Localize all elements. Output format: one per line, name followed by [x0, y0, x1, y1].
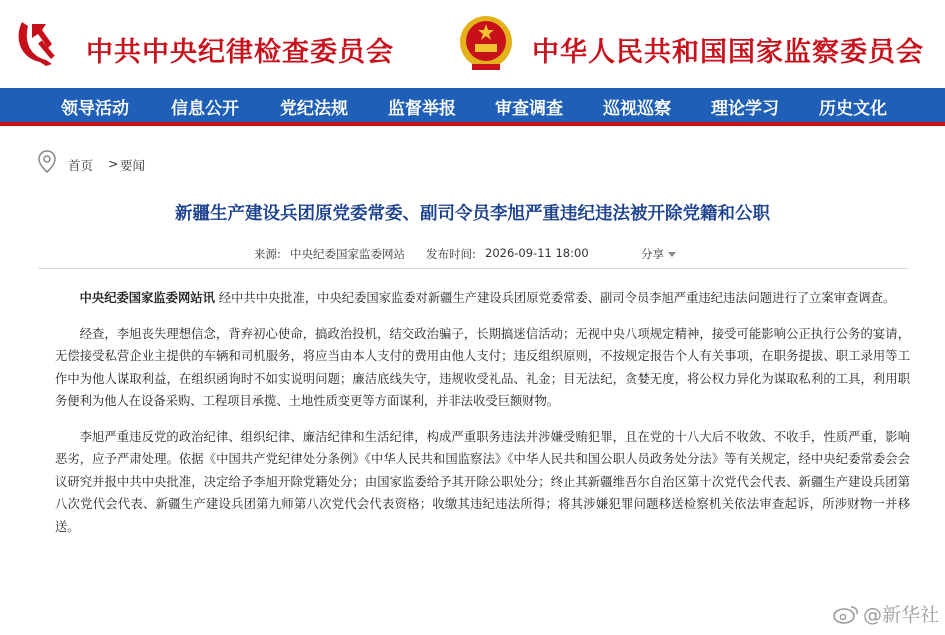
- article-body: [55, 287, 910, 551]
- national-emblem-icon: [458, 14, 514, 74]
- cpc-ccdi-title[interactable]: 中共中央纪律检查委员会: [86, 37, 394, 68]
- nav-item-info-disclosure[interactable]: 信息公开: [171, 99, 239, 119]
- paragraph-1-text: 经中共中央批准，中央纪委国家监委对新疆生产建设兵团原党委常委、副司令员李旭严重违纪违法问题进行了立案审查调查。: [218, 291, 896, 305]
- party-emblem-icon: [12, 14, 68, 70]
- divider: [38, 268, 908, 269]
- share-button[interactable]: [641, 246, 676, 262]
- lead-source: 中央纪委国家监委网站讯: [79, 291, 215, 305]
- nav-item-investigation[interactable]: 审查调查: [495, 99, 563, 119]
- paragraph-3: 李旭严重违反党的政治纪律、组织纪律、廉洁纪律和生活纪律，构成严重职务违法并涉嫌受贿犯罪，且在党的十八大后不收敛、不收手，性质严重，影响恶劣，应予严肃处理。依据《中国共产党纪律处分条例》《中华人民共和国监察法》《中华人民共和国公职人员政务处分法》等有关规定，经中央纪委常委会会议研究并报中共中央批准，决定给予李旭开除党籍处分；由国家监委给予其开除公职处分；终止其新疆维吾尔自治区第十次党代会代表、新疆生产建设兵团第八次党代会代表、新疆生产建设兵团第九师第八次党代会代表资格；收缴其违纪违法所得；将其涉嫌犯罪问题移送检察机关依法审查起诉，所涉财物一并移送。: [55, 429, 910, 534]
- time-label: 发布时间:: [426, 247, 476, 261]
- nav-item-regulations[interactable]: 党纪法规: [280, 99, 348, 119]
- watermark: [833, 600, 939, 627]
- weibo-icon: [833, 604, 859, 624]
- chevron-down-icon: [668, 252, 676, 257]
- time-value: 2026-09-11 18:00: [485, 246, 589, 260]
- paragraph-1: [55, 287, 910, 310]
- article-title: 新疆生产建设兵团原党委常委、副司令员李旭严重违纪违法被开除党籍和公职: [175, 204, 770, 224]
- location-pin-icon: [38, 150, 56, 174]
- nsc-title[interactable]: 中华人民共和国国家监察委员会: [532, 37, 924, 68]
- watermark-text: @新华社: [862, 604, 939, 626]
- nav-item-report[interactable]: 监督举报: [388, 99, 456, 119]
- source-value: 中央纪委国家监委网站: [290, 247, 405, 261]
- nav-item-history[interactable]: 历史文化: [819, 99, 887, 119]
- source-label: 来源:: [254, 247, 281, 261]
- paragraph-2: 经查，李旭丧失理想信念，背弃初心使命，搞政治投机，结交政治骗子，长期搞迷信活动；无视中央八项规定精神，接受可能影响公正执行公务的宴请，无偿接受私营企业主提供的车辆和司机服务，将应当由本人支付的费用由他人支付；违反组织原则，不按规定报告个人有关事项，在职务提拔、职工录用等工作中为他人谋取利益，在组织函询时不如实说明问题；廉洁底线失守，违规收受礼品、礼金；目无法纪，贪婪无度，将公权力异化为谋取私利的工具，利用职务便利为他人在设备采购、工程项目承揽、土地性质变更等方面谋利，并非法收受巨额财物。: [55, 326, 910, 408]
- nav-item-leadership[interactable]: 领导活动: [61, 99, 129, 119]
- share-label: 分享: [641, 247, 664, 261]
- main-nav: [0, 88, 945, 126]
- site-header: [0, 0, 945, 88]
- nav-item-theory[interactable]: 理论学习: [711, 99, 779, 119]
- breadcrumb-separator: >: [108, 156, 119, 171]
- breadcrumb-current[interactable]: 要闻: [120, 158, 146, 173]
- nav-item-inspection[interactable]: 巡视巡察: [603, 99, 671, 119]
- breadcrumb-home[interactable]: 首页: [68, 158, 94, 173]
